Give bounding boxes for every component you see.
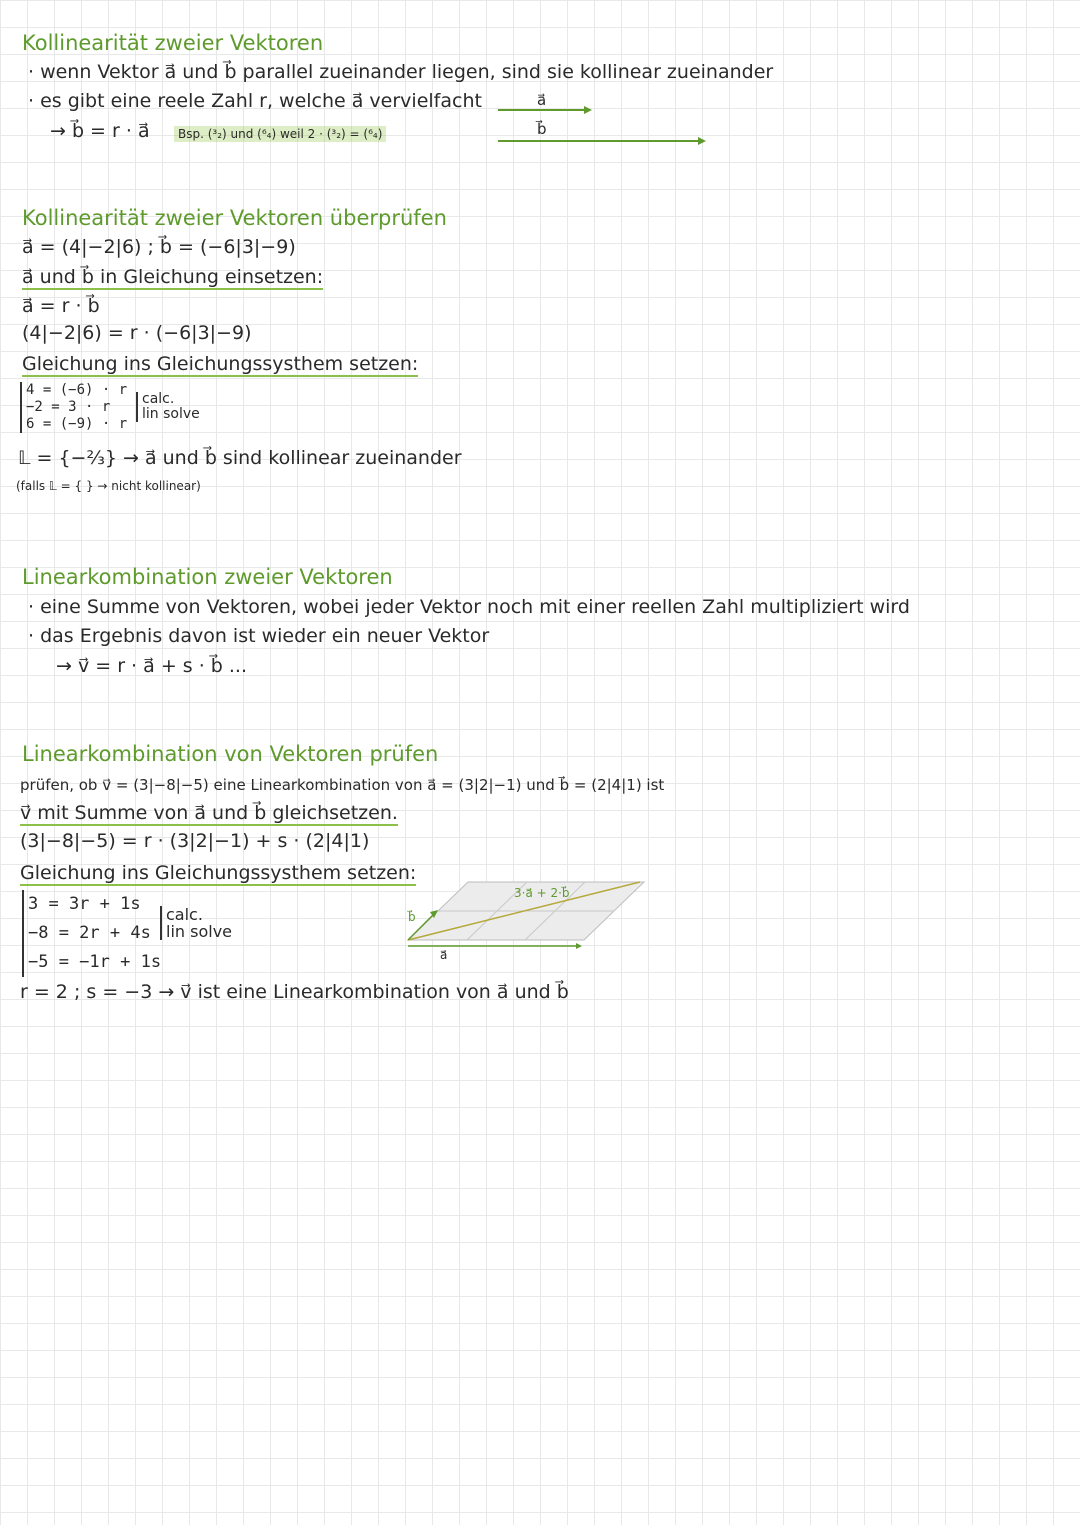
step-einsetzen: a⃗ und b⃗ in Gleichung einsetzen: bbox=[22, 266, 324, 288]
diagram-a-label: a⃗ bbox=[440, 948, 448, 962]
bullet-neuer-vektor: · das Ergebnis davon ist wieder ein neuer Vektor bbox=[28, 625, 490, 647]
diagram-label-b: b⃗ bbox=[537, 120, 547, 138]
given-vectors: a⃗ = (4|−2|6) ; b⃗ = (−6|3|−9) bbox=[22, 236, 296, 258]
collinear-vectors-diagram bbox=[494, 100, 724, 150]
sys2-row: −5 = −1r + 1s bbox=[28, 952, 162, 972]
diagram-sum-label: 3·a⃗ + 2·b⃗ bbox=[514, 886, 570, 900]
calc-note-1 bbox=[136, 392, 200, 422]
vector-b-arrowhead bbox=[698, 137, 706, 145]
vector-a-arrowhead bbox=[584, 106, 592, 114]
bullet-summe: · eine Summe von Vektoren, wobei jeder Vektor noch mit einer reellen Zahl multipliziert wird bbox=[28, 596, 910, 618]
diagram-b-label: b⃗ bbox=[408, 910, 416, 924]
sys2-row: −8 = 2r + 4s bbox=[28, 923, 151, 943]
step-gleichungssystem-2: Gleichung ins Gleichungssysthem setzen: bbox=[20, 862, 417, 884]
bullet-parallel: · wenn Vektor a⃗ und b⃗ parallel zueinander liegen, sind sie kollinear zueinander bbox=[28, 61, 774, 83]
section-title-linearkombination-pruefen: Linearkombination von Vektoren prüfen bbox=[22, 742, 439, 766]
calc-label: lin solve bbox=[166, 922, 232, 941]
note-nicht-kollinear: (falls 𝕃 = { } → nicht kollinear) bbox=[16, 479, 201, 493]
sys1-row: 6 = (−9) · r bbox=[26, 416, 128, 432]
sys1-row: −2 = 3 · r bbox=[26, 399, 111, 415]
step-gleichungssystem: Gleichung ins Gleichungssysthem setzen: bbox=[22, 353, 419, 375]
calc-label: lin solve bbox=[142, 406, 200, 422]
calc-label: calc. bbox=[142, 391, 175, 407]
equation-linear-combination: (3|−8|−5) = r · (3|2|−1) + s · (2|4|1) bbox=[20, 830, 370, 852]
calc-label: calc. bbox=[166, 905, 203, 924]
calc-note-2 bbox=[160, 906, 232, 940]
result-linearkombination: r = 2 ; s = −3 → v⃗ ist eine Linearkombination von a⃗ und b⃗ bbox=[20, 981, 569, 1003]
equation-system-1 bbox=[20, 382, 127, 433]
vector-a-long-head bbox=[576, 943, 582, 949]
section-title-kollinearitaet-pruefen: Kollinearität zweier Vektoren überprüfen bbox=[22, 206, 447, 230]
equation-vectors: (4|−2|6) = r · (−6|3|−9) bbox=[22, 322, 252, 344]
section-title-linearkombination: Linearkombination zweier Vektoren bbox=[22, 565, 393, 589]
intro-pruefen: prüfen, ob v⃗ = (3|−8|−5) eine Linearkombination von a⃗ = (3|2|−1) und b⃗ = (2|4|1) ist bbox=[20, 776, 665, 794]
formula-b-equals-ra: → b⃗ = r · a⃗ bbox=[50, 120, 150, 142]
result-kollinear: 𝕃 = {−⅔} → a⃗ und b⃗ sind kollinear zueinander bbox=[18, 447, 462, 469]
section-title-kollinearitaet: Kollinearität zweier Vektoren bbox=[22, 31, 324, 55]
equation-a-rb: a⃗ = r · b⃗ bbox=[22, 295, 100, 317]
step-gleichsetzen: v⃗ mit Summe von a⃗ und b⃗ gleichsetzen. bbox=[20, 802, 398, 824]
diagram-label-a: a⃗ bbox=[537, 91, 547, 109]
example-collinear: Bsp. (³₂) und (⁶₄) weil 2 · (³₂) = (⁶₄) bbox=[174, 126, 386, 142]
sys1-row: 4 = (−6) · r bbox=[26, 382, 128, 398]
bullet-reelle-zahl: · es gibt eine reele Zahl r, welche a⃗ vervielfacht bbox=[28, 90, 482, 112]
formula-linear-combination: → v⃗ = r · a⃗ + s · b⃗ ... bbox=[56, 655, 248, 677]
equation-system-2 bbox=[22, 890, 161, 977]
sys2-row: 3 = 3r + 1s bbox=[28, 894, 141, 914]
